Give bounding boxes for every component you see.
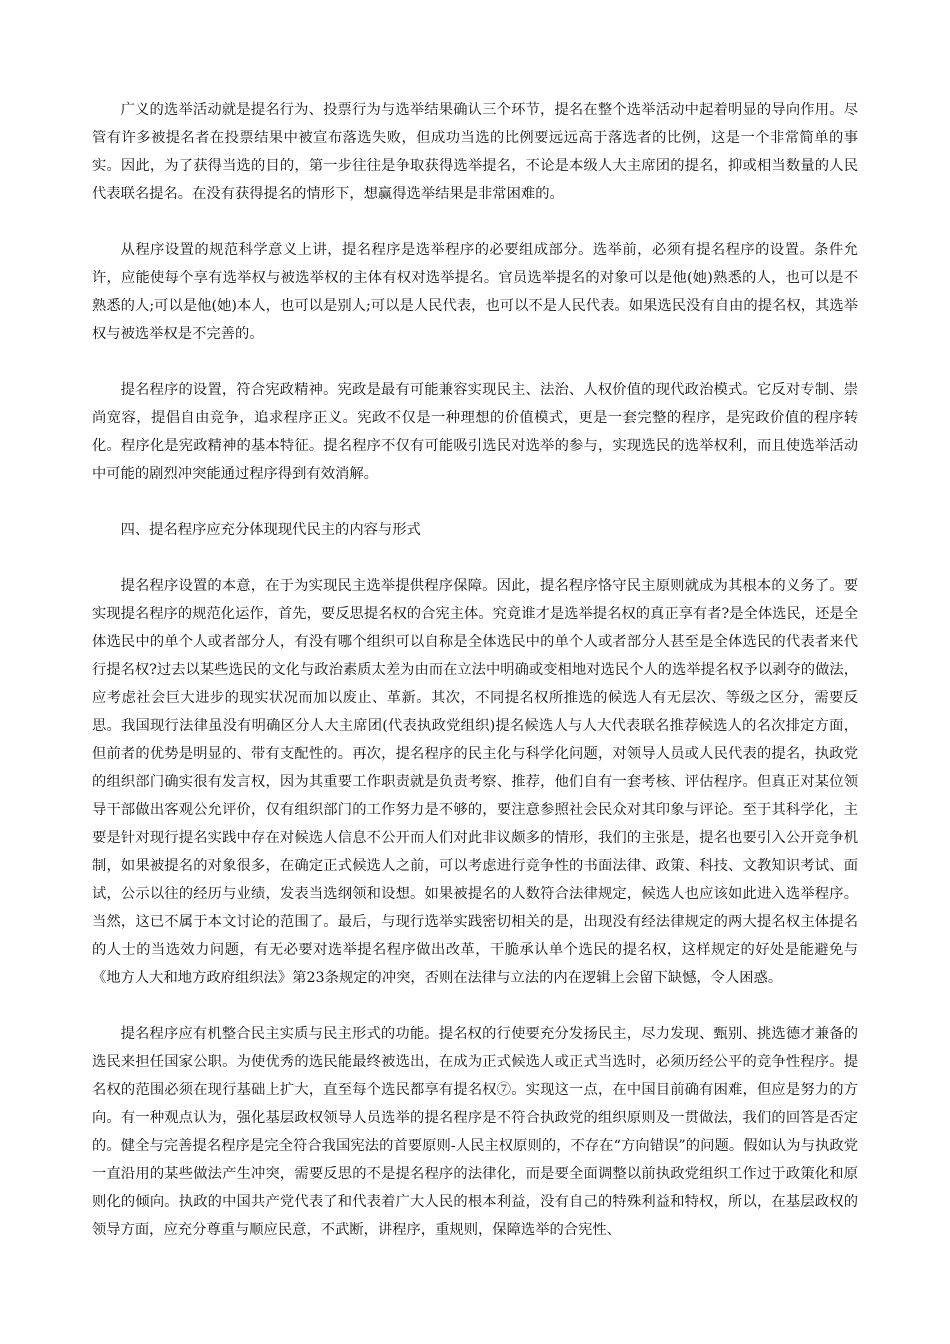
paragraph-electoral-activity: 广义的选举活动就是提名行为、投票行为与选举结果确认三个环节，提名在整个选举活动中起着明显的导向作用。尽管有许多被提名者在投票结果中被宣布落选失败，但成功当选的比例要远远高于落选者的比例，这是一个非常简单的事实。因此，为了获得当选的目的，第一步往往是争取获得选举提名，不论是本级人大主席团的提名，抑或相当数量的人民代表联名提名。在没有获得提名的情形下，想赢得选举结果是非常困难的。 (92, 102, 858, 202)
section-heading: 四、提名程序应充分体现现代民主的内容与形式 (120, 522, 421, 538)
paragraph-democratic-principles: 提名程序设置的本意，在于为实现民主选举提供程序保障。因此，提名程序恪守民主原则就成为其根本的义务了。要实现提名程序的规范化运作，首先，要反思提名权的合宪主体。究竟谁才是选举提名权的真正享有者?是全体选民，还是全体选民中的单个人或者部分人，有没有哪个组织可以自称是全体选民中的单个人或者部分人甚至是全体选民的代表者来代行提名权?过去以某些选民的文化与政治素质太差为由而在立法中明确或变相地对选民个人的选举提名权予以剥夺的做法，应考虑社会巨大进步的现实状况而加以废止、革新。其次，不同提名权所推选的候选人有无层次、等级之区分，需要反思。我国现行法律虽没有明确区分人大主席团(代表执政党组织)提名候选人与人大代表联名推荐候选人的名次排定方面，但前者的优势是明显的、带有支配性的。再次，提名程序的民主化与科学化问题，对领导人员或人民代表的提名，执政党的组织部门确实很有发言权，因为其重要工作职责就是负责考察、推荐，他们自有一套考核、评估程序。但真正对某位领导干部做出客观公允评价，仅有组织部门的工作努力是不够的，要注意参照社会民众对其印象与评论。至于其科学化，主要是针对现行提名实践中存在对候选人信息不公开而人们对此非议颇多的情形，我们的主张是，提名也要引入公开竞争机制，如果被提名的对象很多，在确定正式候选人之前，可以考虑进行竞争性的书面法律、政策、科技、文教知识考试、面试，公示以往的经历与业绩，发表当选纲领和设想。如果被提名的人数符合法律规定，候选人也应该如此进入选举程序。当然，这已不属于本文讨论的范围了。最后，与现行选举实践密切相关的是，出现没有经法律规定的两大提名权主体提名的人士的当选效力问题，有无必要对选举提名程序做出改革，干脆承认单个选民的提名权，这样规定的好处是能避免与《地方人大和地方政府组织法》第23条规定的冲突，否则在法律与立法的内在逻辑上会留下缺憾，令人困惑。 (92, 578, 858, 986)
paragraph-constitutional-spirit: 提名程序的设置，符合宪政精神。宪政是最有可能兼容实现民主、法治、人权价值的现代政治模式。它反对专制、崇尚宽容，提倡自由竞争，追求程序正义。宪政不仅是一种理想的价值模式，更是一套完整的程序，是宪政价值的程序转化。程序化是宪政精神的基本特征。提名程序不仅有可能吸引选民对选举的参与，实现选民的选举权利，而且使选举活动中可能的剧烈冲突能通过程序得到有效消解。 (92, 382, 858, 482)
document-body (92, 96, 858, 1244)
paragraph-substance-and-form: 提名程序应有机整合民主实质与民主形式的功能。提名权的行使要充分发扬民主，尽力发现、甄别、挑选德才兼备的选民来担任国家公职。为使优秀的选民能最终被选出，在成为正式候选人或正式当选时，必须历经公平的竞争性程序。提名权的范围必须在现行基础上扩大，直至每个选民都享有提名权⑦。实现这一点，在中国目前确有困难，但应是努力的方向。有一种观点认为，强化基层政权领导人员选举的提名程序是不符合执政党的组织原则及一贯做法，我们的回答是否定的。健全与完善提名程序是完全符合我国宪法的首要原则-人民主权原则的，不存在“方向错误”的问题。假如认为与执政党一直沿用的某些做法产生冲突，需要反思的不是提名程序的法律化，而是要全面调整以前执政党组织工作过于政策化和原则化的倾向。执政的中国共产党代表了和代表着广大人民的根本利益，没有自己的特殊利益和特权，所以，在基层政权的领导方面，应充分尊重与顺应民意，不武断，讲程序，重规则，保障选举的合宪性、 (92, 1026, 858, 1238)
paragraph-procedure-design: 从程序设置的规范科学意义上讲，提名程序是选举程序的必要组成部分。选举前，必须有提名程序的设置。条件允许，应能使每个享有选举权与被选举权的主体有权对选举提名。官员选举提名的对象可以是他(她)熟悉的人，也可以是不熟悉的人;可以是他(她)本人，也可以是别人;可以是人民代表，也可以不是人民代表。如果选民没有自由的提名权，其选举权与被选举权是不完善的。 (92, 242, 858, 342)
